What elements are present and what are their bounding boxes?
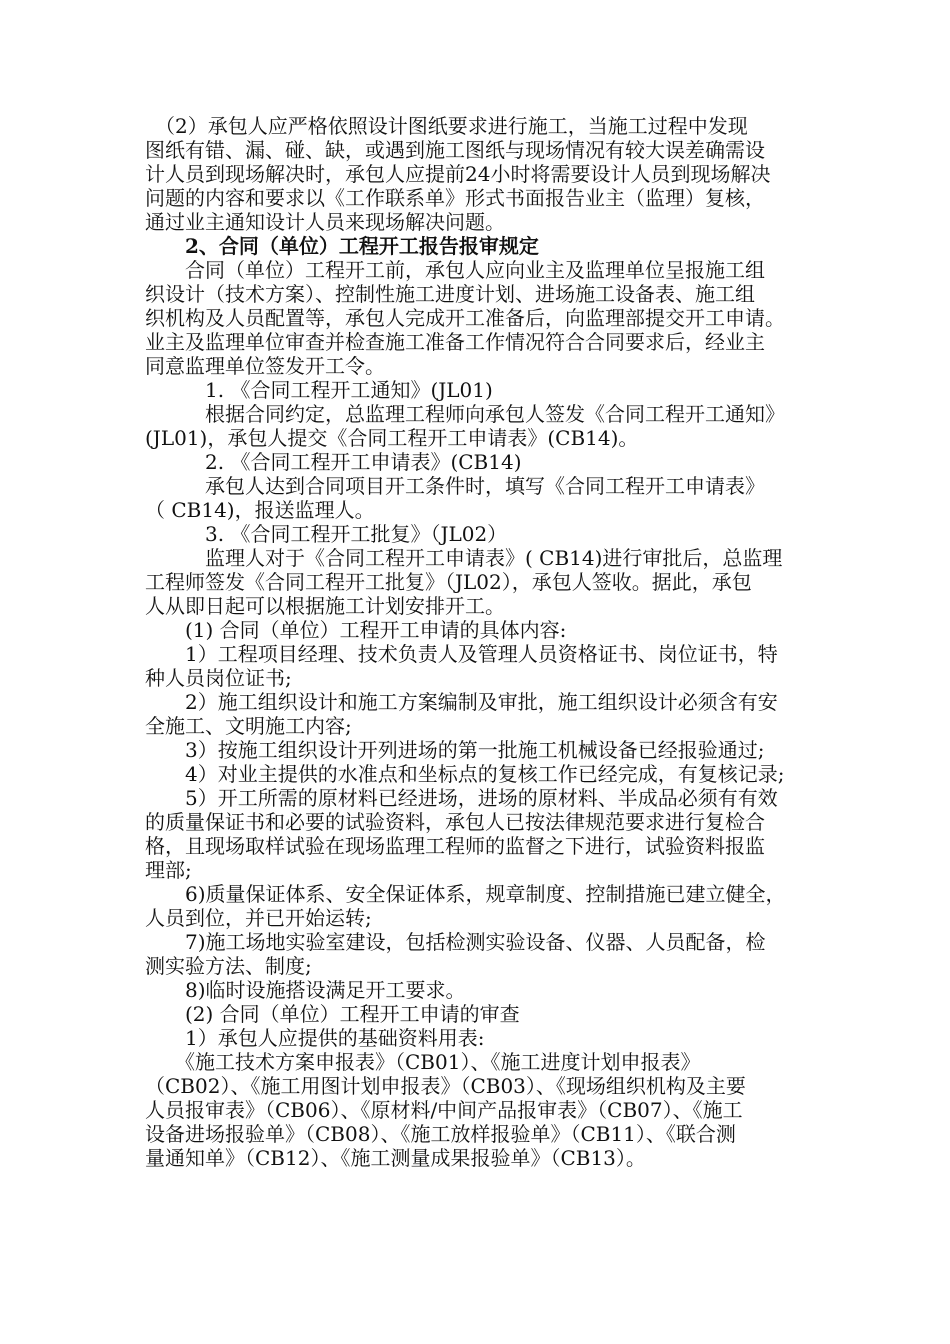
text-line: (JL01)，承包人提交《合同工程开工申请表》(CB14)。	[145, 426, 639, 450]
list-item-line: 1）承包人应提供的基础资料用表:	[145, 1026, 485, 1050]
list-item-line: 理部;	[145, 858, 192, 882]
item-title: 2. 《合同工程开工申请表》(CB14)	[145, 450, 522, 474]
item-title: 1. 《合同工程开工通知》(JL01)	[145, 378, 493, 402]
list-item-line: 3）按施工组织设计开列进场的第一批施工机械设备已经报验通过;	[145, 738, 765, 762]
item-title: 3. 《合同工程开工批复》（JL02）	[145, 522, 508, 546]
requirements-list	[145, 642, 845, 1002]
text-line: 计人员到现场解决时，承包人应提前24小时将需要设计人员到现场解决	[145, 162, 771, 186]
section-heading: 2、合同（单位）工程开工报告报审规定	[145, 234, 539, 258]
text-line: 织机构及人员配置等，承包人完成开工准备后，向监理部提交开工申请。	[145, 306, 785, 330]
subsection-title: (1) 合同（单位）工程开工申请的具体内容:	[145, 618, 567, 642]
list-item-line: 测实验方法、制度;	[145, 954, 312, 978]
text-line: 监理人对于《合同工程开工申请表》( CB14)进行审批后，总监理	[145, 546, 783, 570]
list-item-line: 格，且现场取样试验在现场监理工程师的监督之下进行，试验资料报监	[145, 834, 765, 858]
text-line: 《施工技术方案申报表》（CB01）、《施工进度计划申报表》	[145, 1050, 701, 1074]
paragraph-start-report-rules	[145, 258, 845, 378]
text-line: 人从即日起可以根据施工计划安排开工。	[145, 594, 505, 618]
text-line: 工程师签发《合同工程开工批复》（JL02），承包人签收。据此，承包	[145, 570, 752, 594]
item-body	[145, 474, 845, 522]
list-item-line: 5）开工所需的原材料已经进场，进场的原材料、半成品必须有有效	[145, 786, 778, 810]
list-item-line: 种人员岗位证书;	[145, 666, 292, 690]
text-line: 合同（单位）工程开工前，承包人应向业主及监理单位呈报施工组	[145, 258, 765, 282]
list-item-line: 2）施工组织设计和施工方案编制及审批，施工组织设计必须含有安	[145, 690, 778, 714]
list-item-line: 1）工程项目经理、技术负责人及管理人员资格证书、岗位证书，特	[145, 642, 778, 666]
text-line: 业主及监理单位审查并检查施工准备工作情况符合合同要求后，经业主	[145, 330, 765, 354]
list-item-line: 4）对业主提供的水准点和坐标点的复核工作已经完成，有复核记录;	[145, 762, 785, 786]
list-item-line: 人员到位，并已开始运转;	[145, 906, 372, 930]
list-item-line: 7)施工场地实验室建设，包括检测实验设备、仪器、人员配备，检	[145, 930, 766, 954]
text-line: 图纸有错、漏、碰、缺，或遇到施工图纸与现场情况有较大误差确需设	[145, 138, 765, 162]
list-item-line: 的质量保证书和必要的试验资料，承包人已按法律规范要求进行复检合	[145, 810, 765, 834]
text-line: 问题的内容和要求以《工作联系单》形式书面报告业主（监理）复核，	[145, 186, 765, 210]
form-list-paragraph	[145, 1050, 845, 1170]
text-line: 织设计（技术方案）、控制性施工进度计划、进场施工设备表、施工组	[145, 282, 755, 306]
text-line: 量通知单》（CB12）、《施工测量成果报验单》（CB13）。	[145, 1146, 646, 1170]
text-line: （CB02）、《施工用图计划申报表》（CB03）、《现场组织机构及主要	[145, 1074, 746, 1098]
text-line: 设备进场报验单》（CB08）、《施工放样报验单》（CB11）、《联合测	[145, 1122, 736, 1146]
item-body	[145, 402, 845, 450]
text-line: 通过业主通知设计人员来现场解决问题。	[145, 210, 505, 234]
text-line: （ CB14)，报送监理人。	[145, 498, 375, 522]
text-line: 同意监理单位签发开工令。	[145, 354, 385, 378]
paragraph-design-drawing-requirements	[145, 114, 845, 234]
text-line: （2）承包人应严格依照设计图纸要求进行施工，当施工过程中发现	[145, 114, 748, 138]
text-line: 承包人达到合同项目开工条件时，填写《合同工程开工申请表》	[145, 474, 765, 498]
list-item-line: 6)质量保证体系、安全保证体系，规章制度、控制措施已建立健全，	[145, 882, 786, 906]
list-item-line: 8)临时设施搭设满足开工要求。	[145, 978, 466, 1002]
subsection-title: (2) 合同（单位）工程开工申请的审查	[145, 1002, 520, 1026]
text-line: 人员报审表》（CB06）、《原材料/中间产品报审表》（CB07）、《施工	[145, 1098, 743, 1122]
list-item-line: 全施工、文明施工内容;	[145, 714, 352, 738]
item-body	[145, 546, 845, 618]
document-body	[145, 114, 845, 1170]
text-line: 根据合同约定，总监理工程师向承包人签发《合同工程开工通知》	[145, 402, 785, 426]
